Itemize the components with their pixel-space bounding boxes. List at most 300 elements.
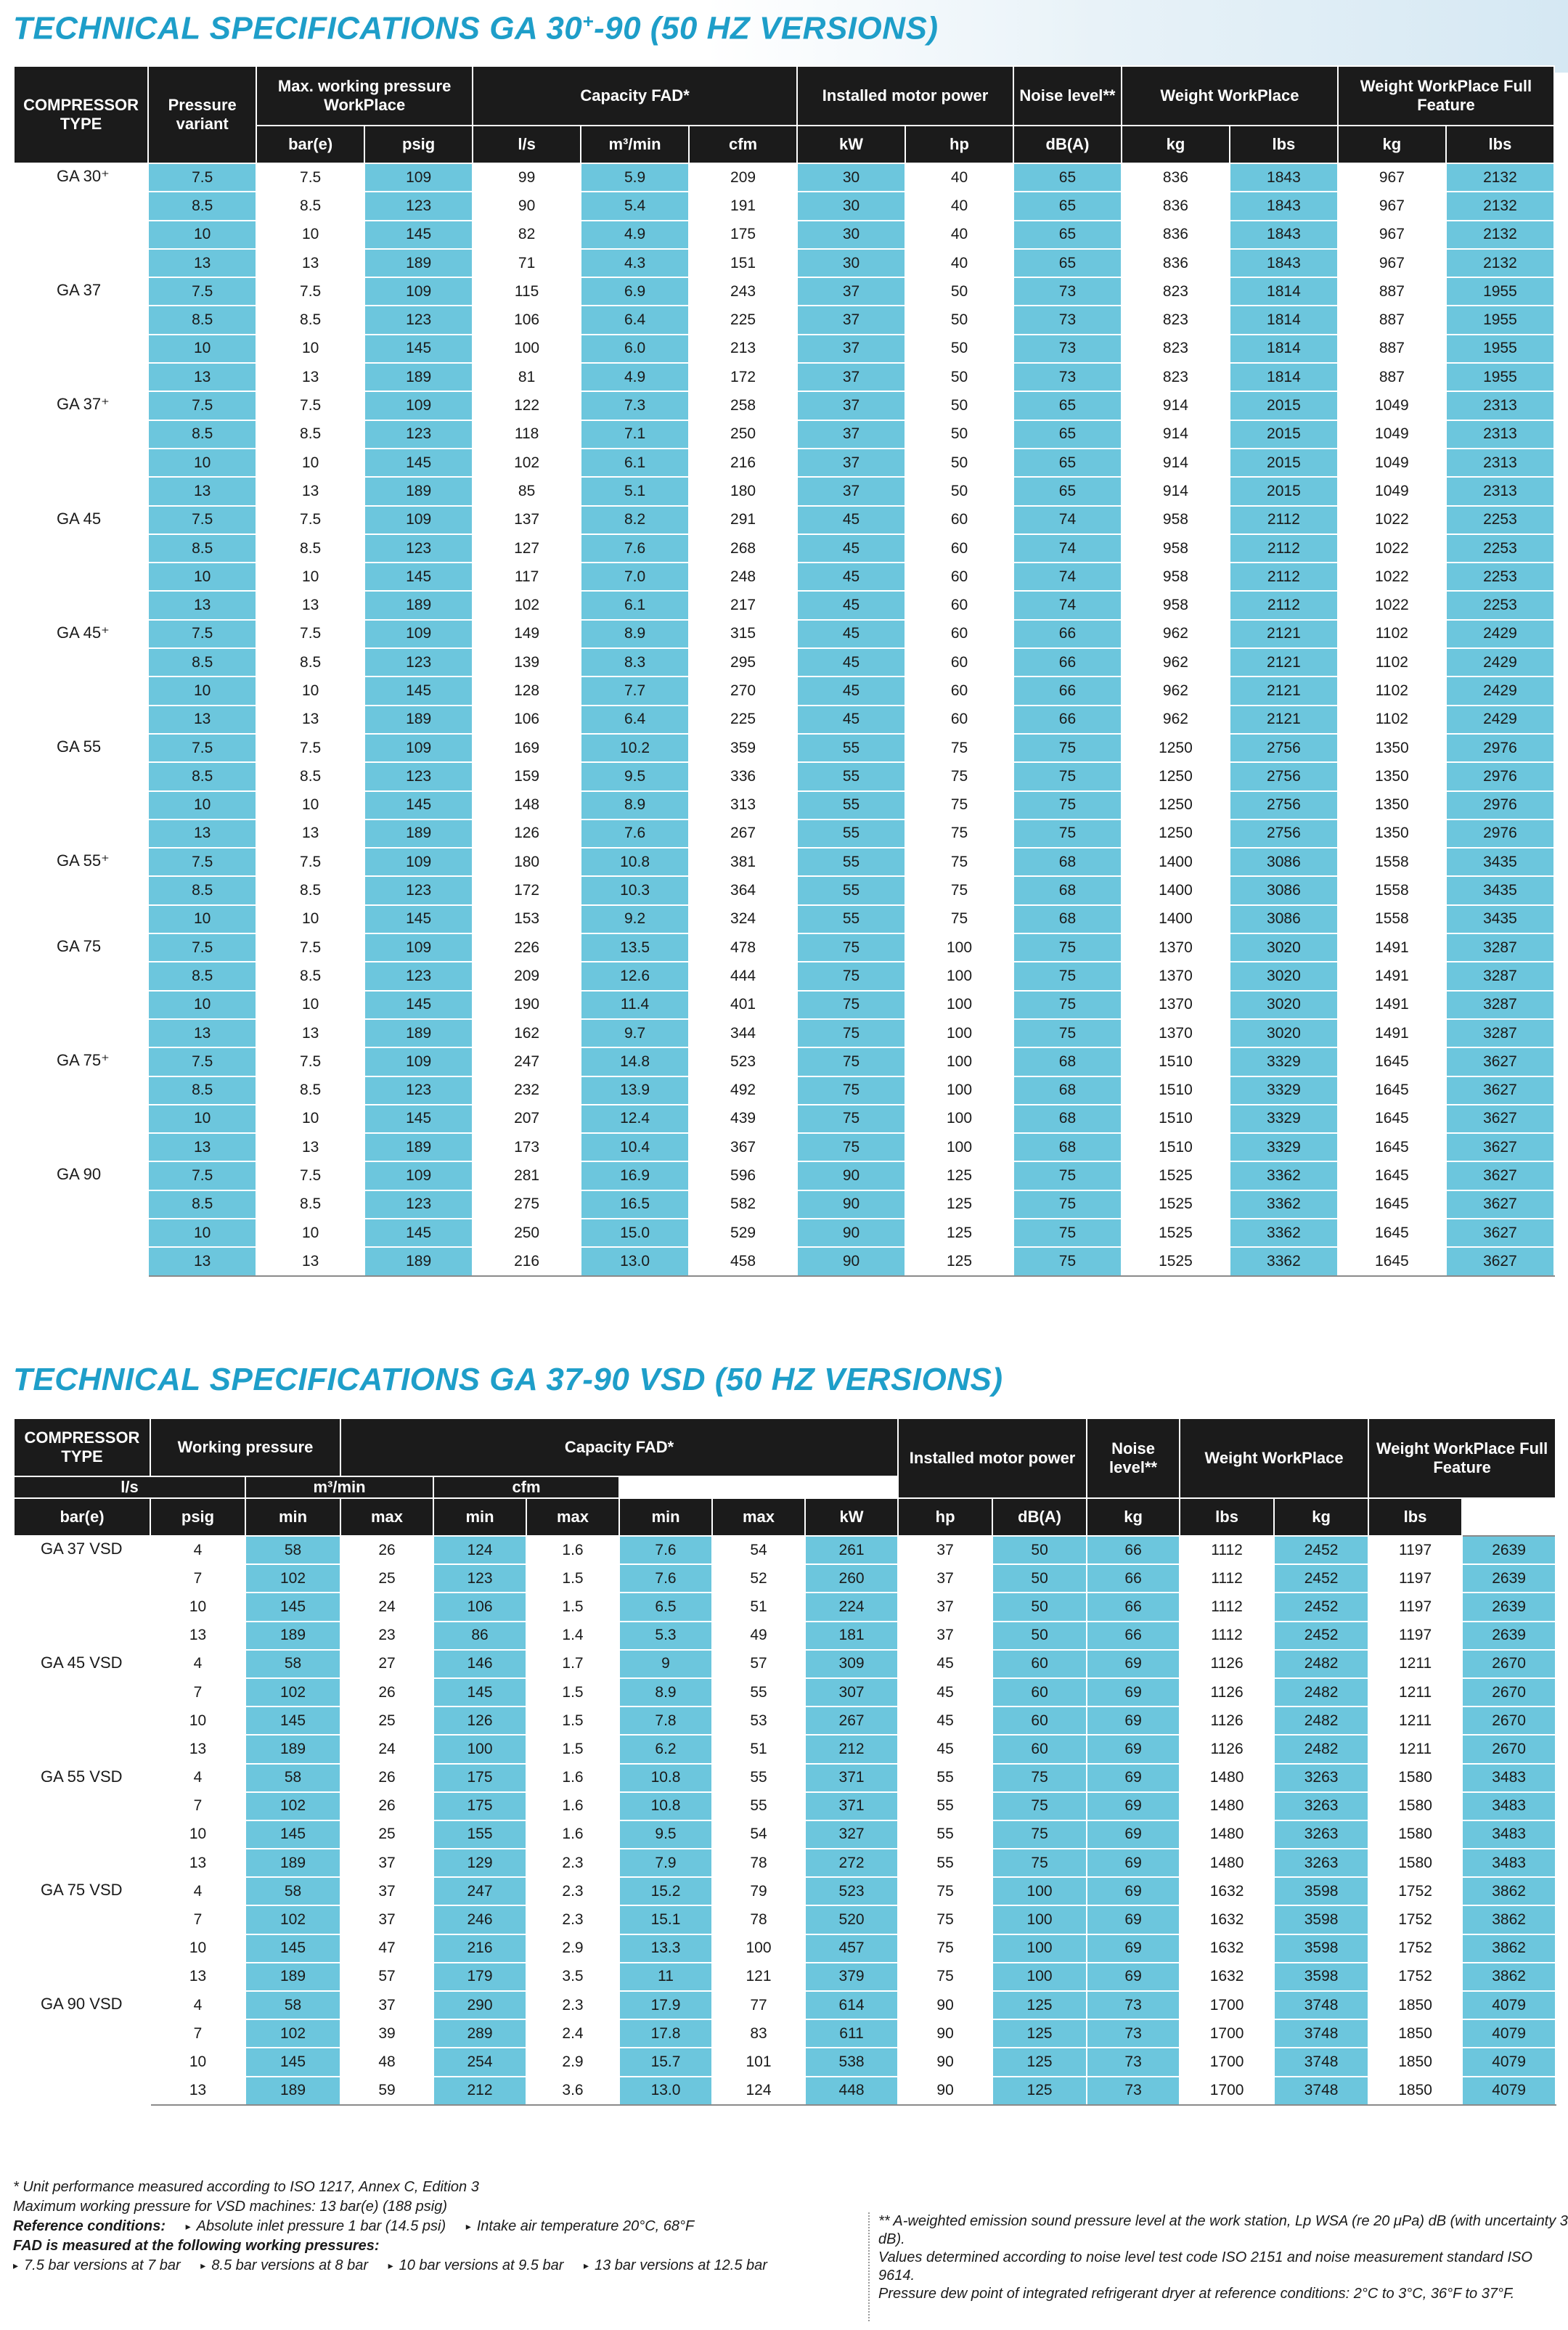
table-cell: 458 <box>689 1247 797 1275</box>
table-cell: 122 <box>473 391 581 420</box>
table-cell: 250 <box>689 420 797 449</box>
table-cell: 75 <box>797 1105 905 1133</box>
table-row <box>14 1019 1554 1047</box>
table-cell: 212 <box>805 1735 898 1763</box>
table-cell: 86 <box>433 1622 526 1650</box>
table-cell: 1022 <box>1338 534 1446 563</box>
table-cell: 611 <box>805 2019 898 2048</box>
table-cell: 40 <box>905 221 1013 249</box>
table-cell: 181 <box>805 1622 898 1650</box>
table-cell: 100 <box>905 1019 1013 1047</box>
unit-header: kg <box>1122 126 1230 163</box>
table-cell: 13 <box>256 249 364 277</box>
table-cell: 74 <box>1013 506 1122 534</box>
table-cell: 523 <box>805 1877 898 1905</box>
table-cell: 2482 <box>1274 1706 1368 1735</box>
table-cell: 85 <box>473 477 581 505</box>
table-cell: 15.0 <box>581 1219 689 1247</box>
table-cell: 248 <box>689 563 797 591</box>
table-cell: 224 <box>805 1593 898 1621</box>
table-cell: 4079 <box>1462 1991 1556 2019</box>
table-cell: 2313 <box>1446 449 1554 477</box>
table-cell: 66 <box>1087 1593 1180 1621</box>
table-cell: 51 <box>712 1593 805 1621</box>
table-cell: 1645 <box>1338 1047 1446 1076</box>
compressor-type-cell: GA 45 VSD <box>14 1650 150 1764</box>
header-motor-power: Installed motor power <box>797 66 1013 126</box>
table-cell: 5.1 <box>581 477 689 505</box>
table-cell: 3287 <box>1446 933 1554 962</box>
table-row <box>14 563 1554 591</box>
table-cell: 30 <box>797 249 905 277</box>
table-cell: 13 <box>148 706 256 734</box>
table-cell: 55 <box>898 1764 992 1792</box>
table-cell: 7.5 <box>148 734 256 762</box>
table-cell: 1632 <box>1180 1934 1274 1963</box>
table-cell: 3287 <box>1446 991 1554 1019</box>
table-cell: 13 <box>256 819 364 848</box>
table-cell: 71 <box>473 249 581 277</box>
table-cell: 216 <box>433 1934 526 1963</box>
table-cell: 1250 <box>1122 734 1230 762</box>
table-cell: 336 <box>689 762 797 790</box>
table-cell: 10 <box>256 791 364 819</box>
table-cell: 65 <box>1013 163 1122 192</box>
table-cell: 25 <box>340 1706 433 1735</box>
table-cell: 13 <box>150 1622 245 1650</box>
table-cell: 37 <box>340 1877 433 1905</box>
table-cell: 3263 <box>1274 1849 1368 1877</box>
table-cell: 145 <box>364 335 473 363</box>
table-cell: 37 <box>797 277 905 306</box>
table-cell: 836 <box>1122 249 1230 277</box>
table-cell: 23 <box>340 1622 433 1650</box>
table-cell: 45 <box>797 676 905 705</box>
header-pressure-variant: Pressure variant <box>148 66 256 163</box>
compressor-type-cell: GA 45⁺ <box>14 620 148 734</box>
header-weight-full-feature: Weight WorkPlace Full Feature <box>1338 66 1554 126</box>
table-cell: 9 <box>619 1650 712 1678</box>
table-cell: 7.5 <box>148 848 256 876</box>
table-cell: 100 <box>992 1934 1087 1963</box>
table-cell: 191 <box>689 192 797 220</box>
table-row <box>14 306 1554 334</box>
table-cell: 37 <box>898 1564 992 1593</box>
table-cell: 26 <box>340 1764 433 1792</box>
table-cell: 45 <box>797 591 905 619</box>
table-row <box>14 506 1554 534</box>
table-cell: 13 <box>148 477 256 505</box>
table-row <box>14 221 1554 249</box>
table-cell: 75 <box>1013 762 1122 790</box>
table-row <box>14 2019 1556 2048</box>
table-cell: 13 <box>148 1019 256 1047</box>
table-cell: 73 <box>1087 1991 1180 2019</box>
table-cell: 162 <box>473 1019 581 1047</box>
table-cell: 69 <box>1087 1764 1180 1792</box>
table-cell: 1558 <box>1338 876 1446 904</box>
table-cell: 15.2 <box>619 1877 712 1905</box>
table-cell: 1.5 <box>526 1735 619 1763</box>
table-cell: 538 <box>805 2048 898 2076</box>
table-cell: 30 <box>797 221 905 249</box>
table-cell: 124 <box>433 1536 526 1564</box>
table-cell: 4 <box>150 1536 245 1564</box>
table-cell: 1645 <box>1338 1247 1446 1275</box>
table-cell: 40 <box>905 249 1013 277</box>
table-cell: 65 <box>1013 449 1122 477</box>
table-cell: 10 <box>148 1219 256 1247</box>
table-cell: 364 <box>689 876 797 904</box>
table-cell: 16.9 <box>581 1161 689 1190</box>
table-cell: 13 <box>148 249 256 277</box>
table-cell: 7.5 <box>148 1047 256 1076</box>
table-cell: 60 <box>905 506 1013 534</box>
table-cell: 125 <box>905 1161 1013 1190</box>
table-cell: 1814 <box>1230 306 1338 334</box>
unit-header: l/s <box>473 126 581 163</box>
table-cell: 8.5 <box>148 1190 256 1219</box>
table-cell: 2132 <box>1446 192 1554 220</box>
table-cell: 1843 <box>1230 192 1338 220</box>
table-cell: 2015 <box>1230 477 1338 505</box>
table-cell: 962 <box>1122 676 1230 705</box>
table-cell: 1491 <box>1338 1019 1446 1047</box>
table-cell: 1580 <box>1368 1849 1462 1877</box>
table-cell: 68 <box>1013 1133 1122 1161</box>
table-cell: 3627 <box>1446 1133 1554 1161</box>
table-cell: 102 <box>245 2019 340 2048</box>
table-cell: 8.9 <box>581 620 689 648</box>
table-cell: 123 <box>433 1564 526 1593</box>
table-cell: 90 <box>797 1247 905 1275</box>
table-cell: 100 <box>992 1905 1087 1934</box>
table-cell: 10 <box>148 221 256 249</box>
table-cell: 212 <box>433 2077 526 2105</box>
table-row <box>14 1161 1554 1190</box>
unit-header: max <box>712 1498 805 1536</box>
table-cell: 962 <box>1122 648 1230 676</box>
table-cell: 51 <box>712 1735 805 1763</box>
table-cell: 145 <box>364 1219 473 1247</box>
table-cell: 258 <box>689 391 797 420</box>
table-cell: 1049 <box>1338 449 1446 477</box>
table-cell: 100 <box>905 962 1013 990</box>
table-cell: 139 <box>473 648 581 676</box>
table-cell: 149 <box>473 620 581 648</box>
table-cell: 30 <box>797 192 905 220</box>
table-cell: 2.3 <box>526 1849 619 1877</box>
table-cell: 1350 <box>1338 762 1446 790</box>
table-cell: 1370 <box>1122 933 1230 962</box>
table-cell: 145 <box>364 991 473 1019</box>
table-cell: 3287 <box>1446 1019 1554 1047</box>
specs-table-fixed-speed <box>13 65 1555 1277</box>
table-cell: 75 <box>797 933 905 962</box>
table-cell: 2.3 <box>526 1877 619 1905</box>
table-cell: 39 <box>340 2019 433 2048</box>
table-cell: 4 <box>150 1764 245 1792</box>
table-cell: 68 <box>1013 1047 1122 1076</box>
table-cell: 66 <box>1087 1564 1180 1593</box>
table-cell: 13 <box>148 1247 256 1275</box>
table-cell: 65 <box>1013 249 1122 277</box>
table-cell: 213 <box>689 335 797 363</box>
table-cell: 1510 <box>1122 1047 1230 1076</box>
table-cell: 7.5 <box>256 391 364 420</box>
table-cell: 123 <box>364 762 473 790</box>
table-cell: 65 <box>1013 477 1122 505</box>
table-cell: 75 <box>905 819 1013 848</box>
table-cell: 109 <box>364 734 473 762</box>
table-cell: 1645 <box>1338 1105 1446 1133</box>
table-cell: 90 <box>473 192 581 220</box>
table-cell: 78 <box>712 1905 805 1934</box>
table-cell: 102 <box>245 1792 340 1820</box>
table-cell: 60 <box>905 648 1013 676</box>
header-capacity-ls: l/s <box>14 1476 245 1498</box>
table-cell: 3263 <box>1274 1764 1368 1792</box>
table-cell: 1112 <box>1180 1593 1274 1621</box>
table-cell: 2452 <box>1274 1536 1368 1564</box>
table-cell: 1480 <box>1180 1820 1274 1849</box>
table-cell: 1.6 <box>526 1764 619 1792</box>
table-cell: 10 <box>150 1820 245 1849</box>
table-cell: 9.2 <box>581 905 689 933</box>
table-cell: 69 <box>1087 1792 1180 1820</box>
table-cell: 106 <box>473 706 581 734</box>
table-cell: 79 <box>712 1877 805 1905</box>
table-row <box>14 2048 1556 2076</box>
table-cell: 2452 <box>1274 1564 1368 1593</box>
header-compressor-type: COMPRESSOR TYPE <box>14 1418 150 1476</box>
table-cell: 125 <box>992 1991 1087 2019</box>
table-cell: 7.6 <box>581 819 689 848</box>
header-weight-full-feature: Weight WorkPlace Full Feature <box>1368 1418 1556 1498</box>
table-cell: 1.4 <box>526 1622 619 1650</box>
table-cell: 3598 <box>1274 1877 1368 1905</box>
table-cell: 1580 <box>1368 1764 1462 1792</box>
table-row <box>14 363 1554 391</box>
table-cell: 8.5 <box>256 420 364 449</box>
table-cell: 58 <box>245 1991 340 2019</box>
table-cell: 7 <box>150 2019 245 2048</box>
table-cell: 2452 <box>1274 1622 1368 1650</box>
table-cell: 887 <box>1338 277 1446 306</box>
table-cell: 3435 <box>1446 905 1554 933</box>
table-cell: 1510 <box>1122 1076 1230 1105</box>
table-cell: 24 <box>340 1593 433 1621</box>
table-cell: 190 <box>473 991 581 1019</box>
table-cell: 179 <box>433 1963 526 1991</box>
table-cell: 145 <box>364 791 473 819</box>
table-cell: 69 <box>1087 1849 1180 1877</box>
table-cell: 1525 <box>1122 1190 1230 1219</box>
table2-title: TECHNICAL SPECIFICATIONS GA 37-90 VSD (50 HZ VERSIONS) <box>13 1362 1003 1397</box>
table-cell: 2756 <box>1230 819 1338 848</box>
table-cell: 59 <box>340 2077 433 2105</box>
table-cell: 13 <box>150 1849 245 1877</box>
table-cell: 914 <box>1122 477 1230 505</box>
table-row <box>14 676 1554 705</box>
table-cell: 3.5 <box>526 1963 619 1991</box>
table-cell: 246 <box>433 1905 526 1934</box>
compressor-type-cell: GA 75⁺ <box>14 1047 148 1161</box>
table-cell: 1211 <box>1368 1678 1462 1706</box>
table-cell: 3020 <box>1230 933 1338 962</box>
table-cell: 2670 <box>1462 1678 1556 1706</box>
table-row <box>14 876 1554 904</box>
table-cell: 3627 <box>1446 1105 1554 1133</box>
table-cell: 8.5 <box>148 762 256 790</box>
table-cell: 10 <box>148 791 256 819</box>
header-capacity-m3min: m³/min <box>245 1476 433 1498</box>
compressor-type-cell: GA 37 <box>14 277 148 391</box>
footnote-vsd-max-pressure: Maximum working pressure for VSD machines: 13 bar(e) (188 psig) <box>13 2199 447 2215</box>
table-cell: 13 <box>256 1019 364 1047</box>
table-cell: 75 <box>992 1792 1087 1820</box>
table-cell: 66 <box>1013 706 1122 734</box>
table-cell: 344 <box>689 1019 797 1047</box>
table-row <box>14 1877 1556 1905</box>
table-cell: 102 <box>473 591 581 619</box>
table-cell: 225 <box>689 306 797 334</box>
table-cell: 2112 <box>1230 591 1338 619</box>
table-cell: 1525 <box>1122 1219 1230 1247</box>
table-row <box>14 1706 1556 1735</box>
table-cell: 75 <box>1013 962 1122 990</box>
table-cell: 6.5 <box>619 1593 712 1621</box>
table-cell: 50 <box>905 449 1013 477</box>
table-cell: 153 <box>473 905 581 933</box>
table-cell: 1632 <box>1180 1963 1274 1991</box>
table-cell: 65 <box>1013 391 1122 420</box>
table-cell: 13 <box>148 1133 256 1161</box>
table-cell: 123 <box>364 876 473 904</box>
table-cell: 75 <box>1013 1219 1122 1247</box>
table-cell: 2313 <box>1446 391 1554 420</box>
compressor-type-cell: GA 75 VSD <box>14 1877 150 1991</box>
table-cell: 124 <box>712 2077 805 2105</box>
table-cell: 10.8 <box>581 848 689 876</box>
table-cell: 967 <box>1338 249 1446 277</box>
table-cell: 247 <box>433 1877 526 1905</box>
table-cell: 55 <box>797 848 905 876</box>
table-cell: 82 <box>473 221 581 249</box>
table-cell: 914 <box>1122 391 1230 420</box>
table-cell: 189 <box>245 2077 340 2105</box>
table-cell: 3483 <box>1462 1849 1556 1877</box>
table-cell: 823 <box>1122 306 1230 334</box>
table-cell: 2756 <box>1230 734 1338 762</box>
table-cell: 2429 <box>1446 706 1554 734</box>
table-cell: 13 <box>150 2077 245 2105</box>
table-cell: 37 <box>797 306 905 334</box>
table-cell: 189 <box>364 706 473 734</box>
table-cell: 66 <box>1013 648 1122 676</box>
footnote-sound-pressure: ** A-weighted emission sound pressure level at the work station, Lp WSA (re 20 μPa) dB (with uncertainty 3 dB). <box>878 2213 1568 2247</box>
table-cell: 2.4 <box>526 2019 619 2048</box>
table-cell: 529 <box>689 1219 797 1247</box>
table-cell: 3020 <box>1230 991 1338 1019</box>
table-cell: 53 <box>712 1706 805 1735</box>
table-cell: 1850 <box>1368 1991 1462 2019</box>
table-cell: 45 <box>797 620 905 648</box>
table-cell: 914 <box>1122 449 1230 477</box>
table-cell: 126 <box>433 1706 526 1735</box>
table-cell: 45 <box>797 648 905 676</box>
table-cell: 327 <box>805 1820 898 1849</box>
table-cell: 2482 <box>1274 1678 1368 1706</box>
table-cell: 225 <box>689 706 797 734</box>
table-cell: 24 <box>340 1735 433 1763</box>
table-cell: 914 <box>1122 420 1230 449</box>
unit-header: min <box>245 1498 340 1536</box>
unit-header: kW <box>805 1498 898 1536</box>
table-cell: 69 <box>1087 1706 1180 1735</box>
table-cell: 40 <box>905 192 1013 220</box>
table-cell: 189 <box>245 1622 340 1650</box>
table-cell: 123 <box>364 962 473 990</box>
table-cell: 2121 <box>1230 676 1338 705</box>
table-cell: 10 <box>148 991 256 1019</box>
table-cell: 3748 <box>1274 2019 1368 2048</box>
unit-header: kW <box>797 126 905 163</box>
table-cell: 596 <box>689 1161 797 1190</box>
table-cell: 2121 <box>1230 648 1338 676</box>
table-cell: 26 <box>340 1536 433 1564</box>
header-noise-level: Noise level** <box>1013 66 1122 126</box>
table-cell: 55 <box>797 734 905 762</box>
table-cell: 270 <box>689 676 797 705</box>
table-cell: 37 <box>898 1593 992 1621</box>
table-cell: 260 <box>805 1564 898 1593</box>
compressor-type-cell: GA 55⁺ <box>14 848 148 933</box>
table-cell: 109 <box>364 277 473 306</box>
table-cell: 17.9 <box>619 1991 712 2019</box>
table-cell: 50 <box>905 391 1013 420</box>
table-cell: 2429 <box>1446 648 1554 676</box>
table-cell: 3627 <box>1446 1247 1554 1275</box>
footnote-noise-standard: Values determined according to noise level test code ISO 2151 and noise measurement standard ISO 9614. <box>878 2249 1532 2284</box>
table-cell: 4079 <box>1462 2048 1556 2076</box>
table-cell: 75 <box>1013 791 1122 819</box>
table-cell: 48 <box>340 2048 433 2076</box>
table-cell: 10 <box>256 676 364 705</box>
table-cell: 1400 <box>1122 876 1230 904</box>
table-cell: 100 <box>905 1105 1013 1133</box>
table-cell: 307 <box>805 1678 898 1706</box>
table-cell: 13 <box>150 1735 245 1763</box>
table-cell: 2670 <box>1462 1706 1556 1735</box>
table-cell: 1558 <box>1338 848 1446 876</box>
table-cell: 75 <box>1013 819 1122 848</box>
table-cell: 102 <box>245 1678 340 1706</box>
table-cell: 109 <box>364 848 473 876</box>
unit-header: kg <box>1274 1498 1368 1536</box>
table-cell: 3748 <box>1274 2077 1368 2105</box>
table-cell: 1211 <box>1368 1650 1462 1678</box>
footnote-dew-point: Pressure dew point of integrated refrigerant dryer at reference conditions: 2°C to 3°C, 36°F to 37°F. <box>878 2286 1515 2302</box>
table-row <box>14 192 1554 220</box>
table-cell: 2.9 <box>526 2048 619 2076</box>
table-cell: 4 <box>150 1991 245 2019</box>
unit-header: min <box>619 1498 712 1536</box>
table-cell: 1049 <box>1338 420 1446 449</box>
unit-header: dB(A) <box>1013 126 1122 163</box>
table-row <box>14 1820 1556 1849</box>
table-cell: 37 <box>898 1536 992 1564</box>
